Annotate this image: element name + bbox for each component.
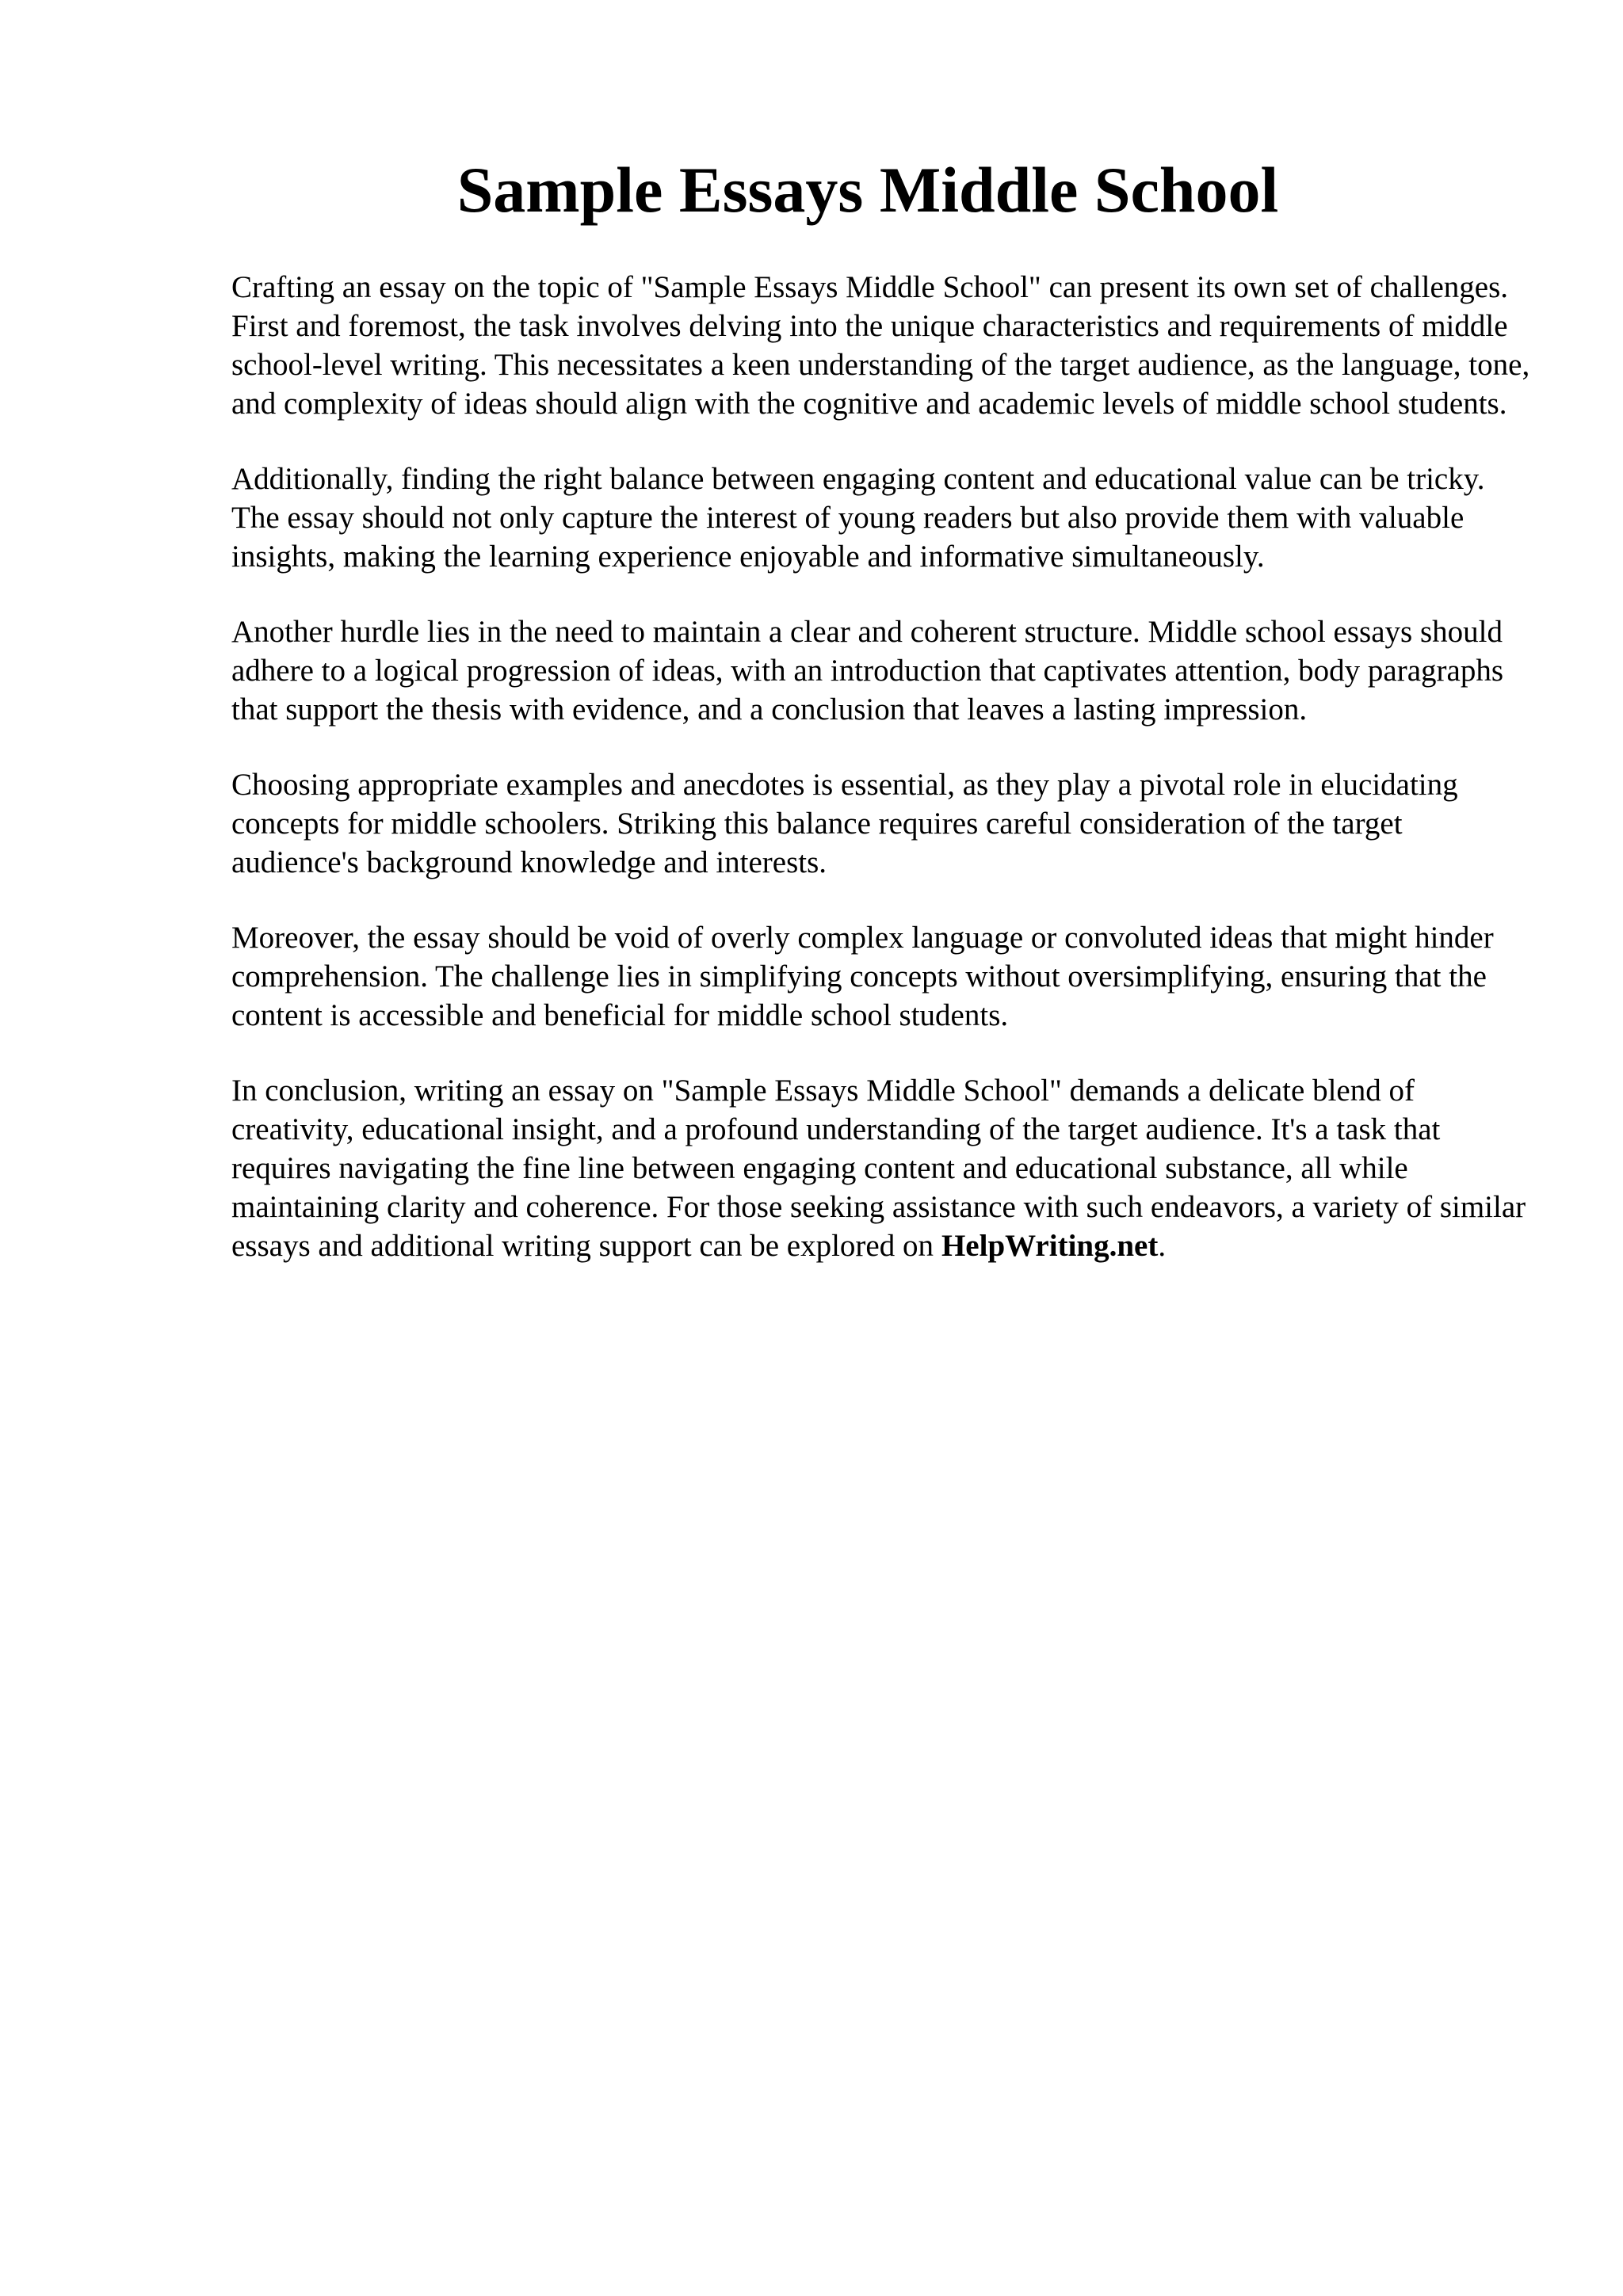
paragraph-5: Moreover, the essay should be void of overly complex language or convoluted ideas that might hinder comprehension. The challenge lies in simplifying concepts without oversimplifying, ensuring that the content is accessible and beneficial for middle school students. (231, 921, 1494, 1032)
conclusion-end-punct: . (1158, 1229, 1167, 1263)
conclusion-text: In conclusion, writing an essay on "Sample Essays Middle School" demands a delicate blend of creativity, educational insight, and a profound understanding of the target audience. It's a task that requires navigating the fine line between engaging content and educational substance, all while maintaining clarity and coherence. For those seeking assistance with such endeavors, a variety of similar essays and additional writing support can be explored on (231, 1074, 1526, 1263)
page-title: Sample Essays Middle School (456, 154, 1279, 226)
paragraph-3: Another hurdle lies in the need to maintain a clear and coherent structure. Middle school essays should adhere to a logical progression of ideas, with an introduction that captivates attention, body paragraphs that support the thesis with evidence, and a conclusion that leaves a lasting impression. (231, 615, 1504, 727)
paragraph-2: Additionally, finding the right balance between engaging content and educational value can be tricky. The essay should not only capture the interest of young readers but also provide them with valuable insights, making the learning experience enjoyable and informative simultaneously. (231, 462, 1485, 574)
paragraph-4: Choosing appropriate examples and anecdotes is essential, as they play a pivotal role in elucidating concepts for middle schoolers. Striking this balance requires careful consideration of the target audience's background knowledge and interests. (231, 768, 1458, 879)
helpwriting-link[interactable]: HelpWriting.net (941, 1229, 1159, 1263)
essay-body (231, 268, 1531, 1302)
paragraph-1: Crafting an essay on the topic of "Sample Essays Middle School" can present its own set of challenges. First and foremost, the task involves delving into the unique characteristics and requirements of middle school-level writing. This necessitates a keen understanding of the target audience, as the language, tone, and complexity of ideas should align with the cognitive and academic levels of middle school students. (231, 270, 1530, 421)
paragraph-conclusion (231, 1071, 1531, 1265)
